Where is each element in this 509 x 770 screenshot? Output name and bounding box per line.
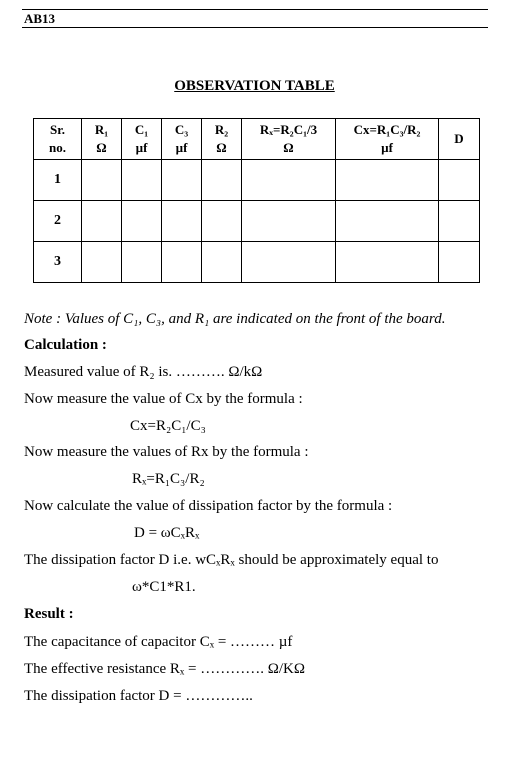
table-cell[interactable]: [122, 201, 162, 242]
result-heading: Result :: [24, 606, 74, 622]
table-cell[interactable]: [336, 160, 439, 201]
document-code: AB13: [24, 11, 56, 26]
page-title: [0, 77, 509, 95]
table-cell[interactable]: [242, 201, 336, 242]
row-number: 2: [34, 201, 82, 242]
table-cell[interactable]: [242, 160, 336, 201]
d-approx-value: ω*C1*R1.: [132, 579, 196, 595]
table-cell[interactable]: [202, 242, 242, 283]
calculation-heading: Calculation :: [24, 337, 107, 353]
column-header-c3: C₃ µf: [162, 119, 202, 160]
table-cell[interactable]: [82, 242, 122, 283]
table-cell[interactable]: [82, 160, 122, 201]
observation-table: [33, 118, 480, 283]
column-header-cx: Cx=R₁C₃/R₂ µf: [336, 119, 439, 160]
table-cell[interactable]: [122, 160, 162, 201]
table-cell[interactable]: [162, 242, 202, 283]
table-cell[interactable]: [162, 160, 202, 201]
column-header-c1: C₁ µf: [122, 119, 162, 160]
rx-formula: Rₓ=R₁C₃/R₂: [132, 471, 205, 487]
column-header-rx: Rₓ=R₂C₁/3 Ω: [242, 119, 336, 160]
table-row: [34, 242, 480, 283]
page-title-text: OBSERVATION TABLE: [174, 78, 335, 94]
table-cell[interactable]: [82, 201, 122, 242]
rx-intro: Now measure the values of Rx by the formula :: [24, 444, 309, 460]
column-header-r2: R₂ Ω: [202, 119, 242, 160]
column-header-d: D: [439, 119, 480, 160]
table-cell[interactable]: [439, 160, 480, 201]
header-rule-top: [22, 9, 488, 10]
table-row: [34, 160, 480, 201]
column-header-r1: R₁ Ω: [82, 119, 122, 160]
table-header-row: [34, 119, 480, 160]
header-rule-bottom: [22, 27, 488, 28]
table-row: [34, 201, 480, 242]
table-cell[interactable]: [202, 160, 242, 201]
result-capacitance: The capacitance of capacitor Cₓ = ……… µf: [24, 634, 293, 650]
row-number: 1: [34, 160, 82, 201]
result-resistance: The effective resistance Rₓ = …………. Ω/KΩ: [24, 661, 306, 677]
table-cell[interactable]: [439, 242, 480, 283]
d-approx-line: The dissipation factor D i.e. wCₓRₓ should be approximately equal to: [24, 552, 439, 568]
table-cell[interactable]: [202, 201, 242, 242]
measured-r2-line: Measured value of R₂ is. ………. Ω/kΩ: [24, 364, 263, 380]
table-cell[interactable]: [439, 201, 480, 242]
d-formula: D = ωCₓRₓ: [134, 525, 200, 541]
table-cell[interactable]: [242, 242, 336, 283]
cx-formula: Cx=R₂C₁/C₃: [130, 418, 206, 434]
d-intro: Now calculate the value of dissipation factor by the formula :: [24, 498, 393, 514]
table-cell[interactable]: [122, 242, 162, 283]
column-header-sr-no: Sr. no.: [34, 119, 82, 160]
row-number: 3: [34, 242, 82, 283]
result-dissipation: The dissipation factor D = …………..: [24, 688, 253, 704]
table-cell[interactable]: [336, 201, 439, 242]
table-cell[interactable]: [162, 201, 202, 242]
cx-intro: Now measure the value of Cx by the formula :: [24, 391, 303, 407]
table-cell[interactable]: [336, 242, 439, 283]
board-note: Note : Values of C₁, C₃, and R₁ are indicated on the front of the board.: [24, 311, 446, 327]
